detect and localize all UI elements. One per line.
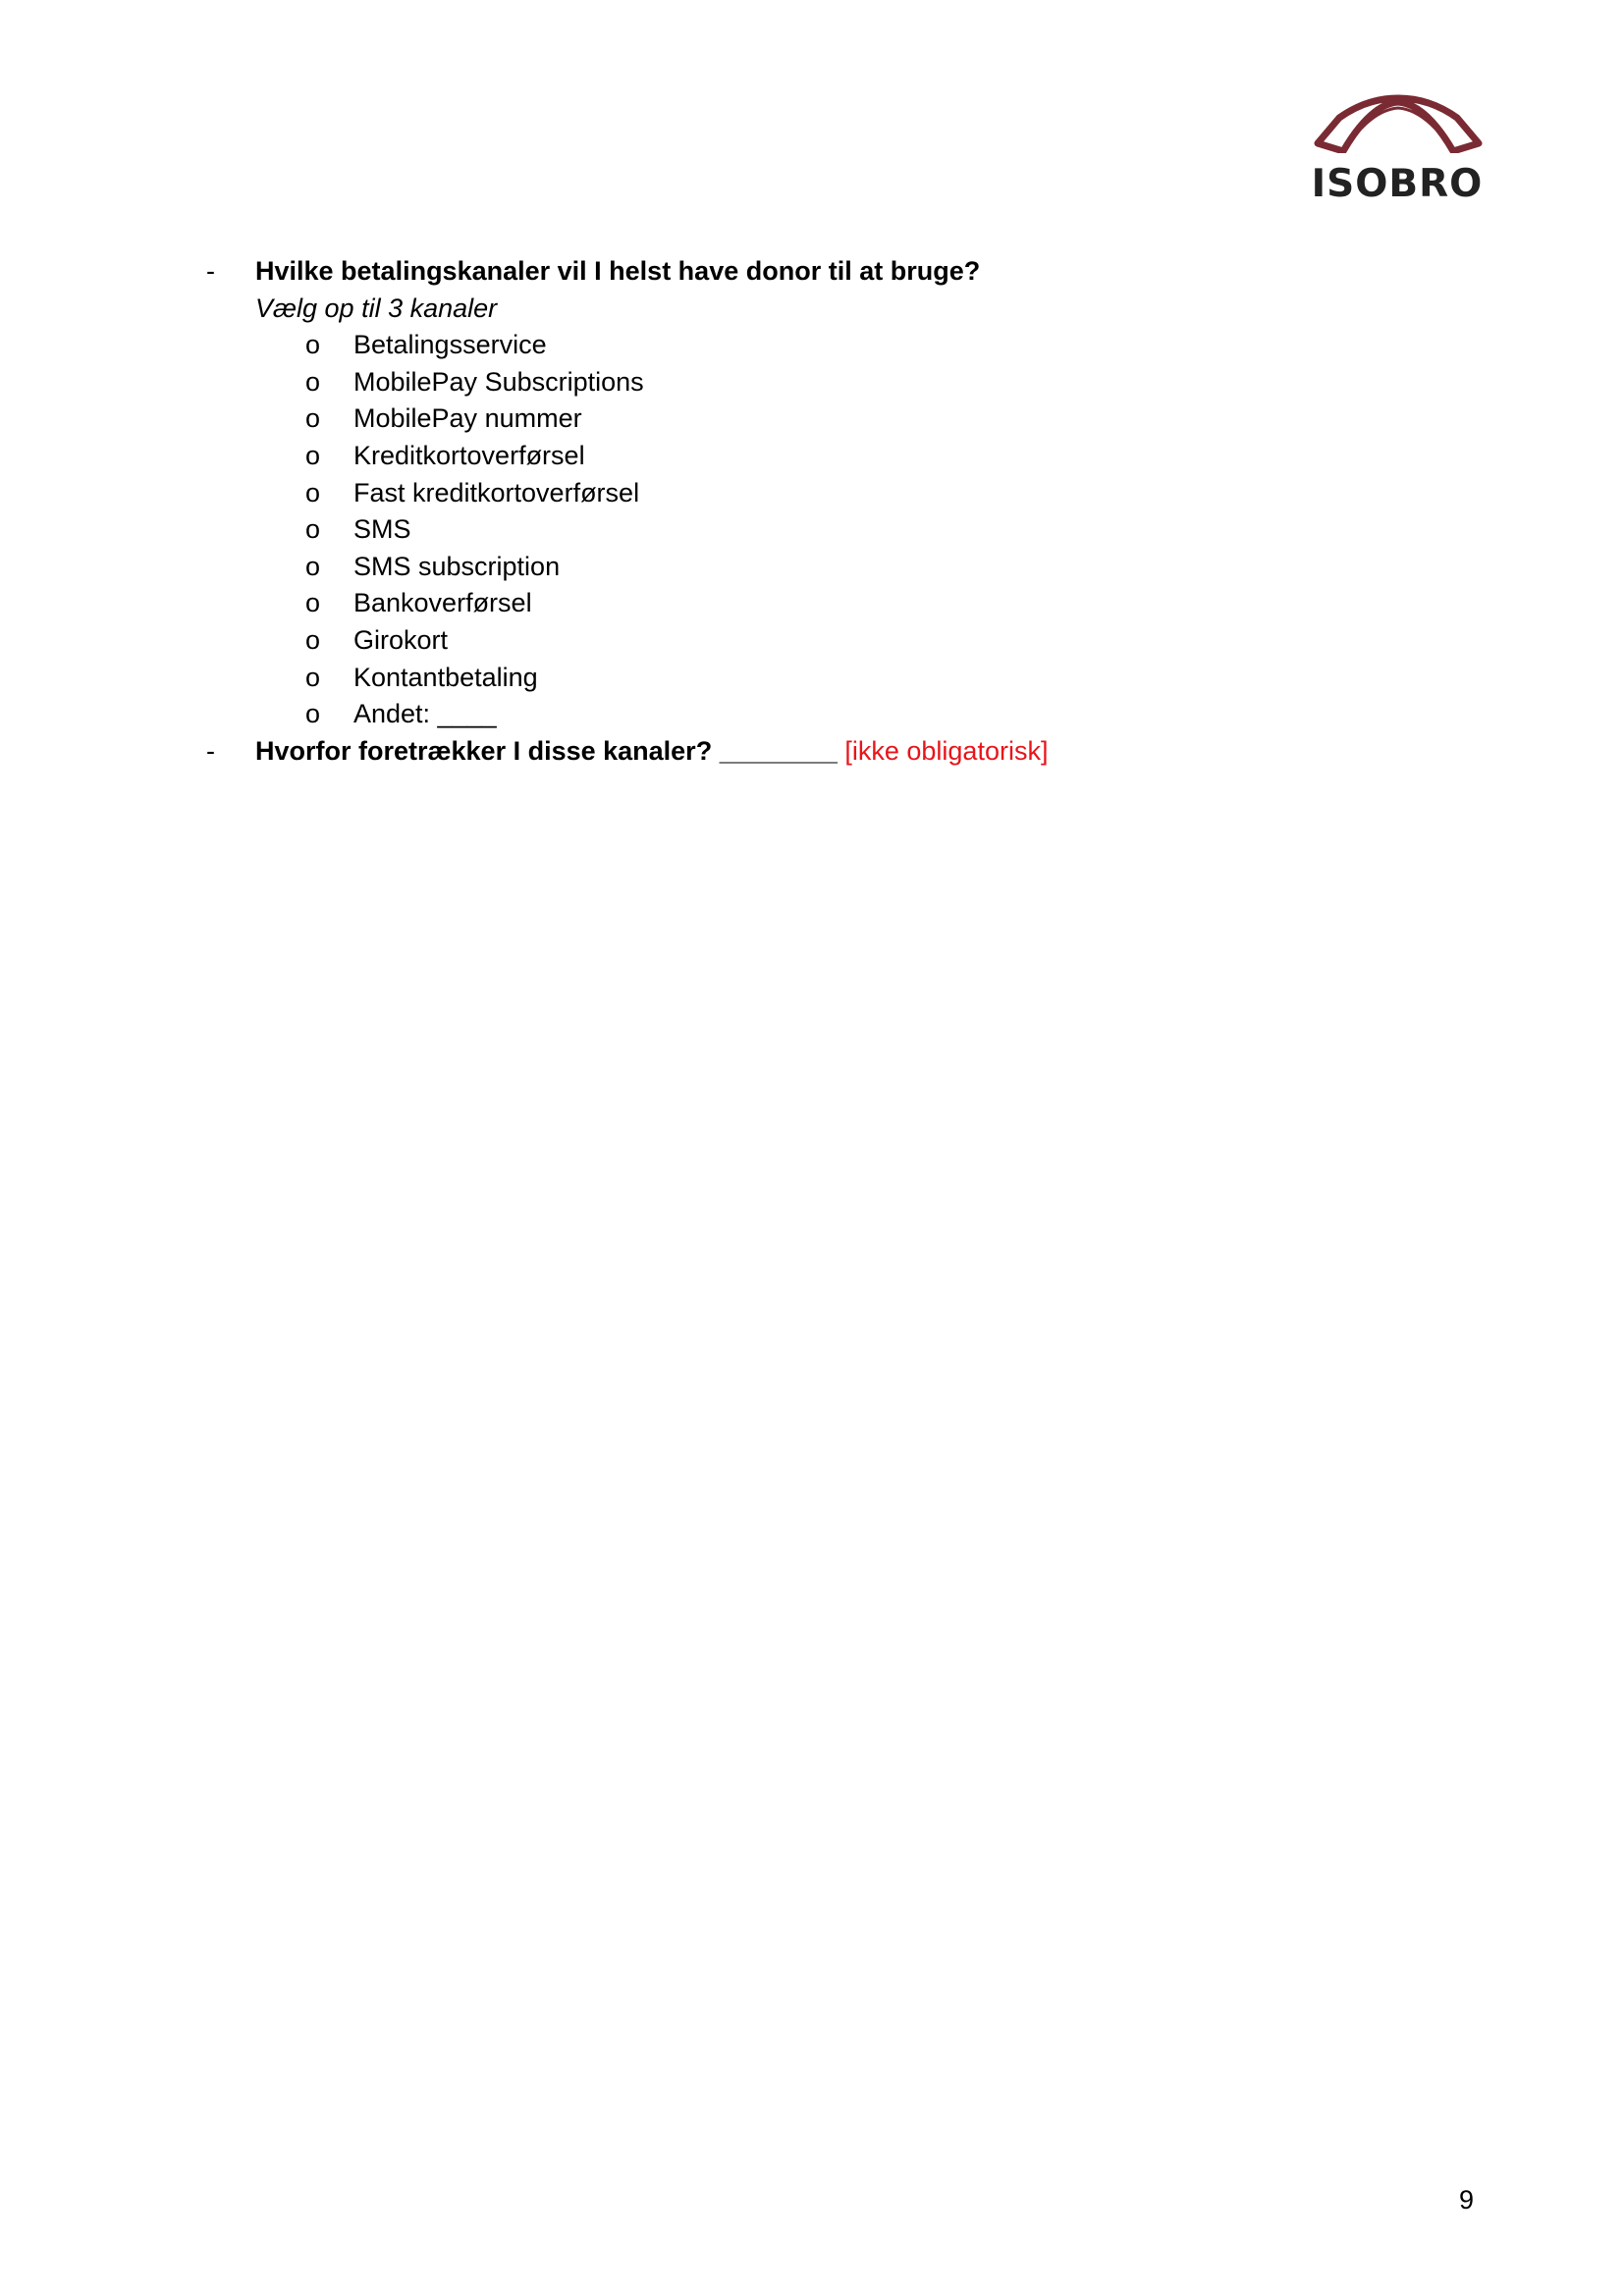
question-bullet: - (206, 256, 215, 286)
list-item (0, 585, 1624, 622)
list-item (0, 438, 1624, 475)
option-label: SMS subscription (353, 551, 561, 581)
option-label: Bankoverførsel (353, 588, 532, 618)
option-bullet: o (305, 588, 321, 618)
option-bullet: o (305, 366, 321, 397)
option-bullet: o (305, 440, 321, 470)
option-label: MobilePay Subscriptions (353, 366, 644, 397)
option-label: Betalingsservice (353, 330, 547, 360)
answer-blank: ________ (719, 735, 838, 766)
question-bullet: - (206, 735, 215, 766)
list-item (0, 660, 1624, 697)
question-1-hint-text: Vælg op til 3 kanaler (255, 293, 498, 323)
list-item (0, 549, 1624, 586)
option-bullet: o (305, 662, 321, 692)
option-label: SMS (353, 514, 411, 545)
list-item (0, 327, 1624, 364)
question-1-text: Hvilke betalingskanaler vil I helst have donor til at bruge? (255, 256, 981, 286)
question-2-text: Hvorfor foretrækker I disse kanaler? (255, 735, 713, 766)
question-2 (0, 733, 1624, 771)
list-item (0, 696, 1624, 733)
isobro-logo (1308, 94, 1487, 212)
option-bullet: o (305, 514, 321, 545)
list-item (0, 364, 1624, 401)
option-bullet: o (305, 477, 321, 507)
list-item (0, 622, 1624, 660)
option-bullet: o (305, 403, 321, 434)
option-label: Kreditkortoverførsel (353, 440, 585, 470)
list-item (0, 511, 1624, 549)
option-bullet: o (305, 699, 321, 729)
option-label: Girokort (353, 624, 449, 655)
question-1 (0, 253, 1624, 291)
option-label: MobilePay nummer (353, 403, 582, 434)
option-label: Kontantbetaling (353, 662, 538, 692)
option-bullet: o (305, 624, 321, 655)
list-item (0, 400, 1624, 438)
bridge-arc-icon (1314, 94, 1483, 153)
option-label: Andet: ____ (353, 699, 497, 729)
logo-wordmark: ISOBRO (1311, 162, 1484, 206)
option-bullet: o (305, 330, 321, 360)
option-label: Fast kreditkortoverførsel (353, 477, 640, 507)
question-2-line (255, 733, 1048, 771)
list-item (0, 475, 1624, 512)
question-1-hint (0, 291, 1624, 328)
document-body (0, 253, 1624, 770)
option-bullet: o (305, 551, 321, 581)
page-number: 9 (1459, 2185, 1475, 2215)
optional-note: [ikke obligatorisk] (844, 735, 1049, 766)
